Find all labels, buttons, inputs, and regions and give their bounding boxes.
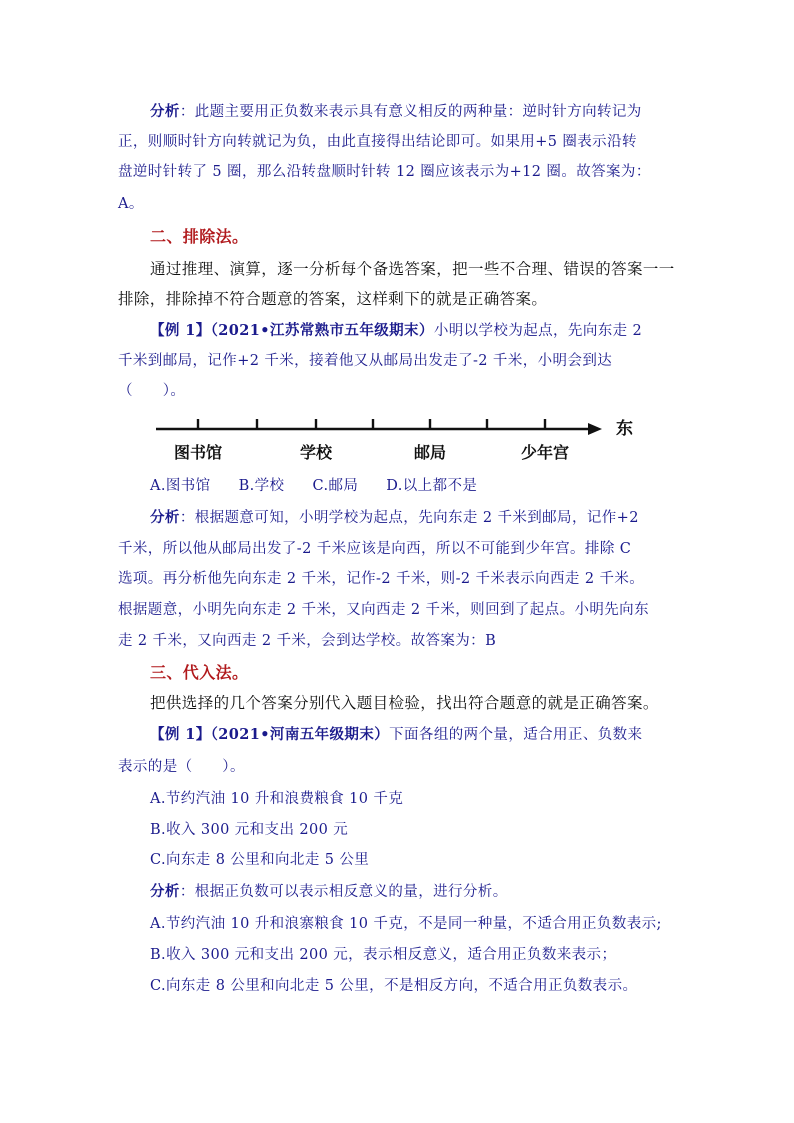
section-2-desc-1: 通过推理、演算，逐一分析每个备选答案，把一些不合理、错误的答案一一 (150, 260, 675, 278)
analysis-1-line-2: 正，则顺时针方向转就记为负，由此直接得出结论即可。如果用+5 圈表示沿转 (118, 134, 637, 150)
number-line-arrowhead (588, 423, 602, 435)
analysis-1-line-1: 分析：此题主要用正负数来表示具有意义相反的两种量：逆时针方向转记为 (150, 103, 642, 120)
example-source: （2021•河南五年级期末） (210, 726, 390, 743)
number-line-ticks (198, 419, 545, 429)
option-b: B.学校 (238, 478, 285, 494)
analysis-2-line-2: 千米，所以他从邮局出发了-2 千米应该是向西，所以不可能到少年宫。排除 C (118, 541, 632, 557)
analysis-1-line-4: A。 (118, 196, 144, 212)
analysis-2-line-5: 走 2 千米，又向西走 2 千米，会到达学校。故答案为：B (118, 633, 497, 649)
example-2-line-1: 【例 1】（2021•江苏常熟市五年级期末）小明以学校为起点，先向东走 2 (150, 322, 643, 339)
analysis-3-b: B.收入 300 元和支出 200 元，表示相反意义，适合用正负数来表示； (150, 947, 617, 963)
analysis-2-line-1: 分析：根据题意可知，小明学校为起点，先向东走 2 千米到邮局，记作+2 (150, 509, 639, 526)
analysis-2-line-4: 根据题意，小明先向东走 2 千米，又向西走 2 千米，则回到了起点。小明先向东 (118, 602, 649, 618)
analysis-3-c: C.向东走 8 公里和向北走 5 公里，不是相反方向，不适合用正负数表示。 (150, 978, 638, 994)
direction-label: 东 (616, 419, 633, 439)
section-2-desc-2: 排除，排除掉不符合题意的答案，这样剩下的就是正确答案。 (118, 290, 548, 308)
analysis-label: 分析 (150, 103, 180, 120)
analysis-1-line-3: 盘逆时针转了 5 圈，那么沿转盘顺时针转 12 圈应该表示为+12 圈。故答案为： (118, 164, 651, 180)
example-tag: 【例 1】 (150, 322, 211, 339)
number-line-figure (150, 410, 650, 470)
place-label-library: 图书馆 (173, 443, 223, 462)
section-2-heading: 二、排除法。 (150, 227, 249, 246)
place-label-post-office: 邮局 (413, 443, 447, 462)
option-d: D.以上都不是 (386, 478, 478, 494)
option-c: C.邮局 (312, 478, 359, 494)
example-3-option-a: A.节约汽油 10 升和浪费粮食 10 千克 (150, 791, 404, 807)
section-3-heading: 三、代入法。 (150, 663, 249, 682)
analysis-label: 分析 (150, 509, 180, 526)
analysis-2-line-3: 选项。再分析他先向东走 2 千米，记作-2 千米，则-2 千米表示向西走 2 千米。 (118, 571, 645, 587)
section-3-desc-1: 把供选择的几个答案分别代入题目检验，找出符合题意的就是正确答案。 (150, 694, 659, 712)
example-2-line-2: 千米到邮局，记作+2 千米，接着他又从邮局出发走了-2 千米，小明会到达 (118, 353, 613, 369)
place-label-school: 学校 (299, 443, 333, 462)
example-3-option-c: C.向东走 8 公里和向北走 5 公里 (150, 852, 370, 868)
analysis-3-intro: 分析：根据正负数可以表示相反意义的量，进行分析。 (150, 883, 508, 900)
example-tag: 【例 1】 (150, 726, 211, 743)
example-3-line-2: 表示的是（ ）。 (118, 759, 245, 775)
place-label-youth-palace: 少年宫 (520, 443, 570, 462)
example-3-line-1: 【例 1】（2021•河南五年级期末）下面各组的两个量，适合用正、负数来 (150, 726, 643, 743)
analysis-label: 分析 (150, 883, 180, 900)
analysis-3-a: A.节约汽油 10 升和浪寨粮食 10 千克，不是同一种量，不适合用正负数表示; (150, 916, 662, 932)
example-2-options (150, 471, 710, 501)
example-2-line-3: （ ）。 (118, 383, 186, 399)
option-a: A.图书馆 (150, 478, 211, 494)
example-source: （2021•江苏常熟市五年级期末） (210, 322, 434, 339)
example-3-option-b: B.收入 300 元和支出 200 元 (150, 822, 349, 838)
